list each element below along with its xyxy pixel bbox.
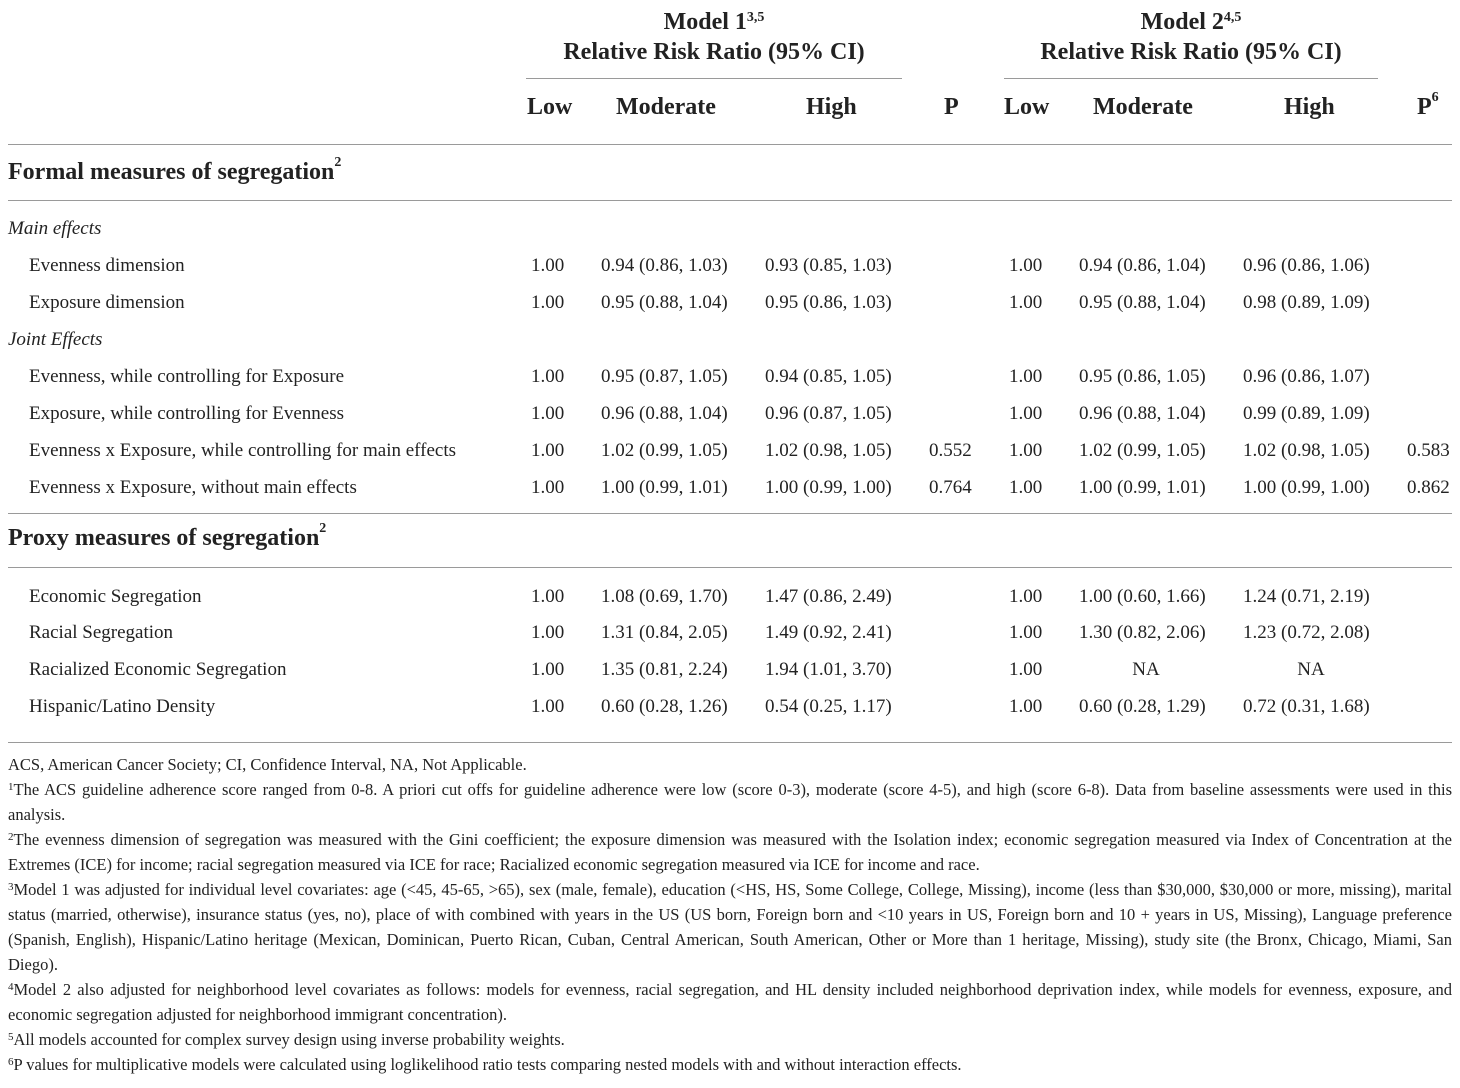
model2-subtitle: Relative Risk Ratio (95% CI) <box>1040 39 1342 65</box>
model1-header <box>526 7 902 67</box>
table-cell-m2-high: 1.23 (0.72, 2.08) <box>1243 622 1370 643</box>
table-cell-m1-mod: 1.02 (0.99, 1.05) <box>601 440 728 461</box>
col-moderate-2: Moderate <box>1093 94 1193 120</box>
table-cell-m2-low: 1.00 <box>1009 659 1043 680</box>
table-cell-m2-high: 0.98 (0.89, 1.09) <box>1243 292 1370 313</box>
model2-rule <box>1004 78 1378 79</box>
table-cell-m2-mod: 0.95 (0.88, 1.04) <box>1079 292 1206 313</box>
table-cell-m1-p: 0.552 <box>929 440 972 461</box>
table-cell-m1-mod: 1.35 (0.81, 2.24) <box>601 659 728 680</box>
col-moderate-1: Moderate <box>616 94 716 120</box>
row-label: Exposure dimension <box>29 292 185 313</box>
table-cell-m1-mod: 1.00 (0.99, 1.01) <box>601 477 728 498</box>
table-cell-m1-low: 1.00 <box>531 622 565 643</box>
table-cell-m1-mod: 0.96 (0.88, 1.04) <box>601 403 728 424</box>
table-cell-m1-mod: 0.94 (0.86, 1.03) <box>601 255 728 276</box>
table-cell-m2-low: 1.00 <box>1009 255 1043 276</box>
section-formal-title: Formal measures of segregation$^2$ <box>8 155 342 185</box>
col-low-2: Low <box>1004 94 1050 120</box>
row-label: Evenness dimension <box>29 255 185 276</box>
row-label: Evenness x Exposure, without main effects <box>29 477 357 498</box>
table-cell-m2-mod: 1.00 (0.60, 1.66) <box>1079 586 1206 607</box>
table-cell-m2-high: 0.72 (0.31, 1.68) <box>1243 696 1370 717</box>
table-cell-m2-mod: 0.94 (0.86, 1.04) <box>1079 255 1206 276</box>
footnote-5: $^5$All models accounted for complex survey design using inverse probability weights. <box>8 1030 565 1049</box>
row-label: Exposure, while controlling for Evenness <box>29 403 345 424</box>
table-cell-m1-high: 0.95 (0.86, 1.03) <box>765 292 892 313</box>
table-cell-m1-high: 0.96 (0.87, 1.05) <box>765 403 892 424</box>
table-cell-m2-low: 1.00 <box>1009 477 1043 498</box>
table-cell-m2-low: 1.00 <box>1009 366 1043 387</box>
subhead-joint-effects: Joint Effects <box>8 329 103 350</box>
table-cell-m2-p: 0.862 <box>1407 477 1450 498</box>
table-cell-m2-low: 1.00 <box>1009 440 1043 461</box>
col-high-1: High <box>806 94 857 120</box>
table-cell-m2-low: 1.00 <box>1009 622 1043 643</box>
row-label: Economic Segregation <box>29 586 202 607</box>
table-cell-m2-low: 1.00 <box>1009 292 1043 313</box>
table-cell-m2-high: NA <box>1297 659 1325 680</box>
table-cell-m2-p: 0.583 <box>1407 440 1450 461</box>
col-p-1: P <box>944 94 959 120</box>
col-high-2: High <box>1284 94 1335 120</box>
table-cell-m1-high: 0.94 (0.85, 1.05) <box>765 366 892 387</box>
col-p-2: $P^6$ <box>1417 90 1439 120</box>
table-cell-m2-high: 0.99 (0.89, 1.09) <box>1243 403 1370 424</box>
section-proxy-rule <box>8 567 1452 568</box>
table-cell-m1-high: 1.49 (0.92, 2.41) <box>765 622 892 643</box>
section-formal-rule <box>8 200 1452 201</box>
table-cell-m1-high: 0.54 (0.25, 1.17) <box>765 696 892 717</box>
model1-title: Model 1$^{3,5}$ <box>663 9 765 35</box>
table-cell-m1-high: 1.00 (0.99, 1.00) <box>765 477 892 498</box>
footnote-6: $^6$P values for multiplicative models were calculated using loglikelihood ratio tests comparing nested models with and without interaction effects. <box>8 1055 962 1074</box>
table-cell-m2-high: 0.96 (0.86, 1.06) <box>1243 255 1370 276</box>
footnote-abbrev: ACS, American Cancer Society; CI, Confidence Interval, NA, Not Applicable. <box>8 755 527 774</box>
subhead-main-effects: Main effects <box>8 218 102 239</box>
table-cell-m2-mod: 1.02 (0.99, 1.05) <box>1079 440 1206 461</box>
table-cell-m1-p: 0.764 <box>929 477 972 498</box>
table-cell-m2-mod: 0.96 (0.88, 1.04) <box>1079 403 1206 424</box>
table-cell-m2-mod: 1.30 (0.82, 2.06) <box>1079 622 1206 643</box>
footnote-4: $^4$Model 2 also adjusted for neighborhood level covariates as follows: models for evenness, racial segregation, and HL density included neighborhood deprivation index, while models for evenness, exposure, and economic segregation adjusted for neighborhood immigrant concentration). <box>8 980 1452 1024</box>
footnote-2: $^2$The evenness dimension of segregation was measured with the Gini coefficient; the exposure dimension was measured with the Isolation index; economic segregation measured via Index of Concentration at the Extremes (ICE) for income; racial segregation measured via ICE for race; Racialized economic segregation measured via ICE for income and race. <box>8 830 1452 874</box>
table-cell-m2-high: 0.96 (0.86, 1.07) <box>1243 366 1370 387</box>
table-cell-m2-mod: 1.00 (0.99, 1.01) <box>1079 477 1206 498</box>
table-cell-m2-mod: NA <box>1132 659 1160 680</box>
table-cell-m1-high: 1.02 (0.98, 1.05) <box>765 440 892 461</box>
table-cell-m2-high: 1.00 (0.99, 1.00) <box>1243 477 1370 498</box>
row-label: Hispanic/Latino Density <box>29 696 216 717</box>
model2-title: Model 2$^{4,5}$ <box>1140 9 1242 35</box>
footnote-3: $^3$Model 1 was adjusted for individual level covariates: age (<45, 45-65, >65), sex (male, female), education (<HS, HS, Some College, College, Missing), income (less than $30,000, $30,000 or more, missing), marital status (married, otherwise), insurance status (yes, no), place of with combined with years in the US (US born, Foreign born and <10 years in US, Foreign born and 10 + years in US, Missing), Language preference (Spanish, English), Hispanic/Latino heritage (Mexican, Dominican, Puerto Rican, Cuban, Central American, South American, Other or More than 1 heritage, Missing), study site (the Bronx, Chicago, Miami, San Diego). <box>8 880 1452 974</box>
table-cell-m2-mod: 0.60 (0.28, 1.29) <box>1079 696 1206 717</box>
table-cell-m1-low: 1.00 <box>531 440 565 461</box>
table-cell-m2-mod: 0.95 (0.86, 1.05) <box>1079 366 1206 387</box>
row-label: Racialized Economic Segregation <box>29 659 287 680</box>
table-cell-m2-low: 1.00 <box>1009 403 1043 424</box>
row-label: Evenness, while controlling for Exposure <box>29 366 345 387</box>
table-cell-m1-low: 1.00 <box>531 586 565 607</box>
model1-subtitle: Relative Risk Ratio (95% CI) <box>563 39 865 65</box>
table-cell-m1-mod: 0.60 (0.28, 1.26) <box>601 696 728 717</box>
footnote-1: $^1$The ACS guideline adherence score ranged from 0-8. A priori cut offs for guideline adherence were low (score 0-3), moderate (score 4-5), and high (score 6-8). Data from baseline assessments were used in this analysis. <box>8 780 1452 824</box>
table-cell-m1-high: 1.94 (1.01, 3.70) <box>765 659 892 680</box>
table-cell-m2-low: 1.00 <box>1009 586 1043 607</box>
section-proxy-title: Proxy measures of segregation$^2$ <box>8 521 327 551</box>
table-cell-m1-low: 1.00 <box>531 477 565 498</box>
table-cell-m1-mod: 0.95 (0.88, 1.04) <box>601 292 728 313</box>
formal-bottom-rule <box>8 513 1452 514</box>
table-cell-m1-high: 1.47 (0.86, 2.49) <box>765 586 892 607</box>
row-label: Evenness x Exposure, while controlling for main effects <box>29 440 457 461</box>
table-cell-m1-low: 1.00 <box>531 292 565 313</box>
table-cell-m1-low: 1.00 <box>531 696 565 717</box>
model1-rule <box>526 78 902 79</box>
table-cell-m1-mod: 1.08 (0.69, 1.70) <box>601 586 728 607</box>
model2-header <box>1004 7 1378 67</box>
table-cell-m2-high: 1.24 (0.71, 2.19) <box>1243 586 1370 607</box>
table-cell-m1-low: 1.00 <box>531 403 565 424</box>
table-cell-m1-mod: 0.95 (0.87, 1.05) <box>601 366 728 387</box>
table-cell-m2-high: 1.02 (0.98, 1.05) <box>1243 440 1370 461</box>
col-low-1: Low <box>527 94 573 120</box>
header-bottom-rule <box>8 144 1452 145</box>
table-cell-m1-high: 0.93 (0.85, 1.03) <box>765 255 892 276</box>
table-cell-m2-low: 1.00 <box>1009 696 1043 717</box>
table-cell-m1-low: 1.00 <box>531 659 565 680</box>
table-cell-m1-low: 1.00 <box>531 255 565 276</box>
table-bottom-rule <box>8 742 1452 743</box>
table-cell-m1-mod: 1.31 (0.84, 2.05) <box>601 622 728 643</box>
footnotes <box>8 752 1452 1077</box>
table-cell-m1-low: 1.00 <box>531 366 565 387</box>
row-label: Racial Segregation <box>29 622 174 643</box>
